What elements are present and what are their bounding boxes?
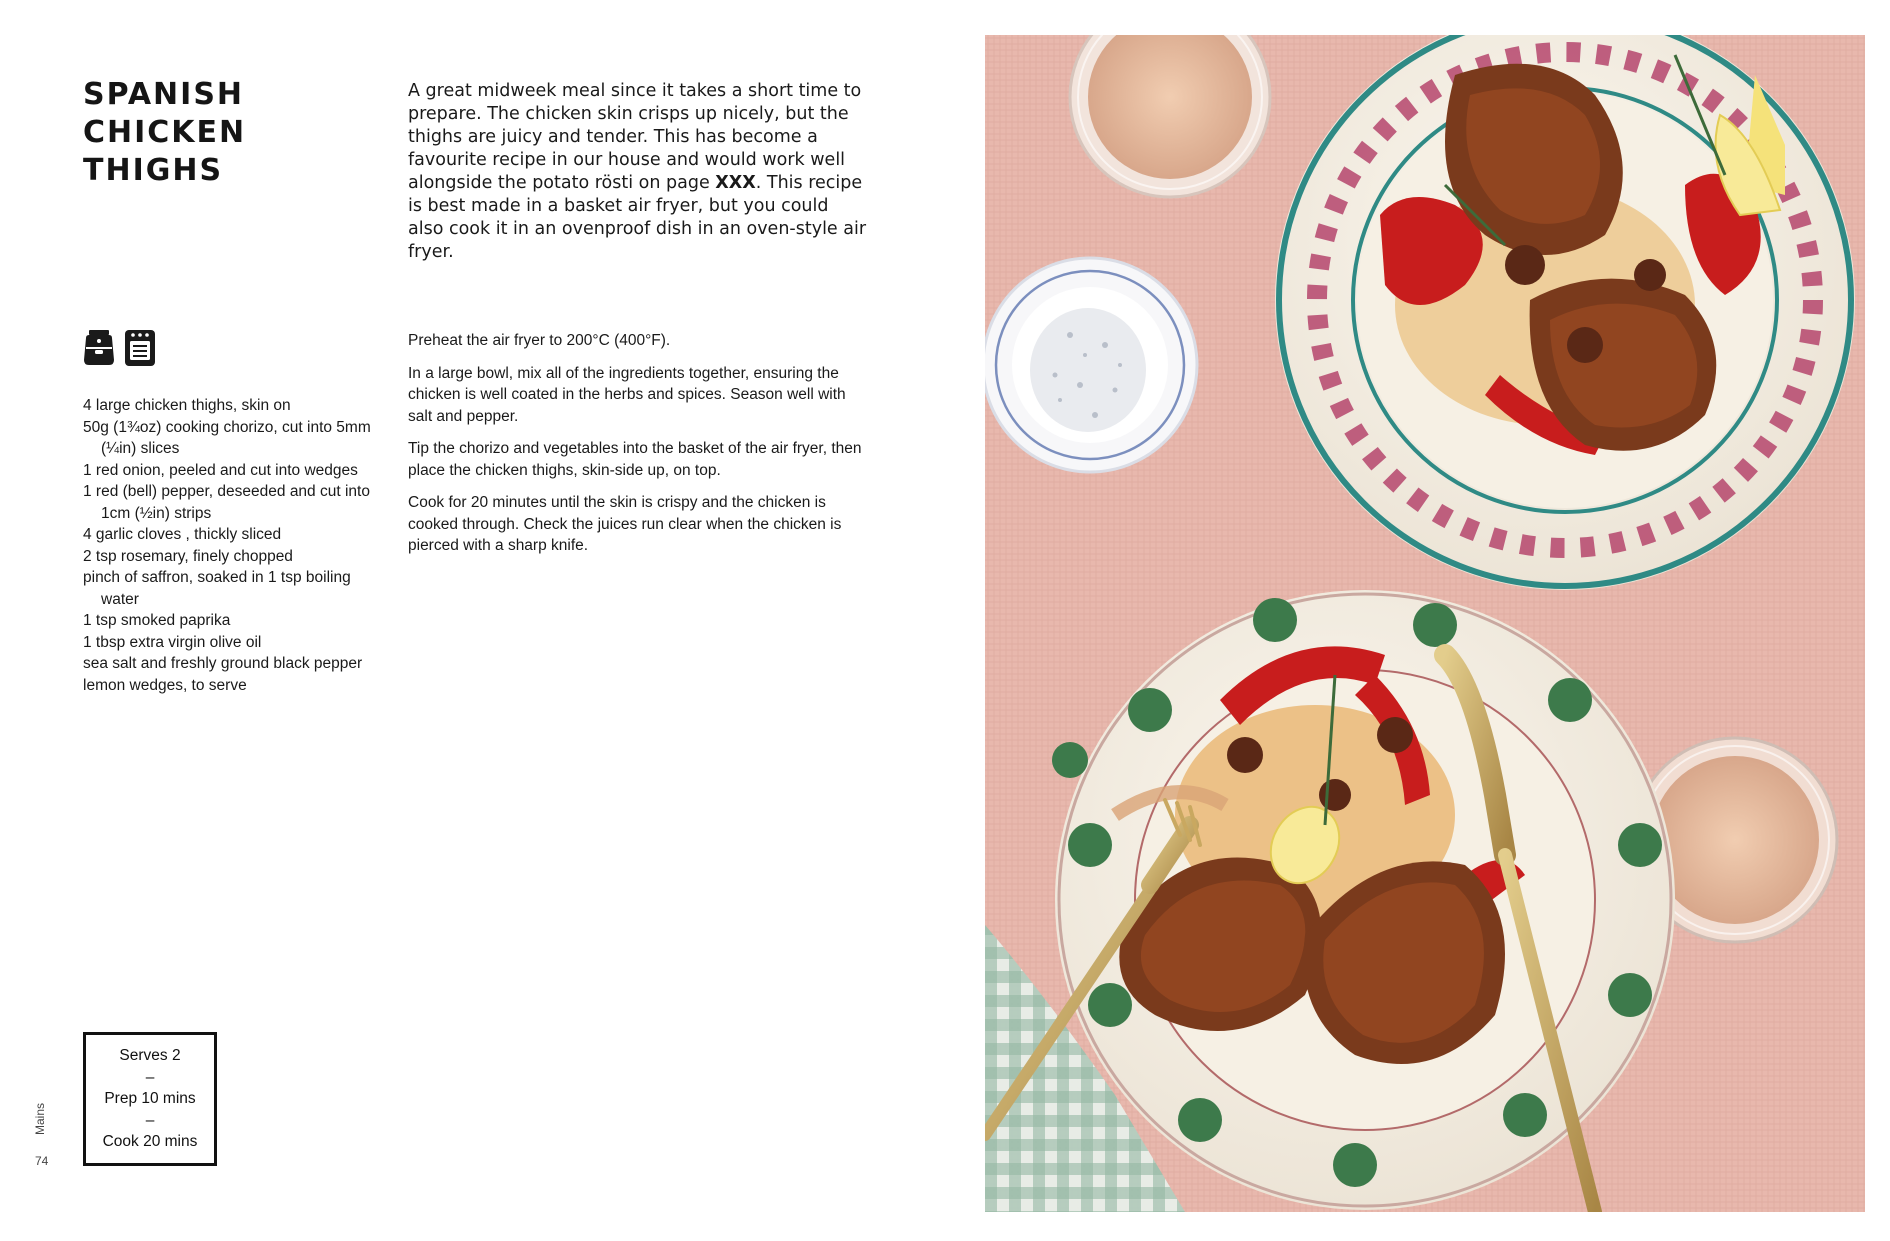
- recipe-title-line-2: CHICKEN THIGHS: [83, 115, 247, 188]
- ingredient-item: lemon wedges, to serve: [83, 676, 247, 694]
- ingredient-item: 4 large chicken thighs, skin on: [83, 397, 291, 414]
- recipe-intro: [408, 80, 868, 264]
- method-step: Preheat the air fryer to 200°C (400°F).: [408, 332, 671, 349]
- intro-text-1: A great midweek meal since it takes a short time to prepare. The chicken skin crisps up nicely, but the thighs are juicy and tender. This has become a favourite recipe in our house and would work well alongside the potato rösti on page: [408, 81, 862, 193]
- appliance-icons: [83, 330, 155, 366]
- info-separator: –: [145, 1111, 155, 1129]
- info-separator: –: [145, 1068, 155, 1086]
- ingredient-item: 1 red (bell) pepper, deseeded and cut into 1cm (½in) strips: [83, 483, 370, 522]
- ingredients-list: [83, 395, 383, 696]
- ingredient-item: 4 garlic cloves , thickly sliced: [83, 526, 282, 543]
- recipe-info-box: [83, 1032, 217, 1166]
- plate-top: [1275, 35, 1855, 590]
- food-photo: [985, 35, 1865, 1212]
- method-step: Tip the chorizo and vegetables into the basket of the air fryer, then place the chicken thighs, skin-side up, on top.: [408, 440, 862, 479]
- intro-text-2: . This recipe is best made in a basket air fryer, but you could also cook it in an ovenproof dish in an oven-style air fryer.: [408, 173, 867, 262]
- prep-time-text: Prep 10 mins: [104, 1090, 196, 1108]
- basket-air-fryer-icon: [83, 330, 115, 366]
- recipe-title: [83, 76, 383, 190]
- ingredient-item: 50g (1¾oz) cooking chorizo, cut into 5mm (¼in) slices: [83, 418, 371, 457]
- cook-time-text: Cook 20 mins: [102, 1133, 198, 1151]
- ingredient-item: 1 tbsp extra virgin olive oil: [83, 633, 262, 651]
- page-reference: XXX: [715, 173, 756, 193]
- page-number: 74: [35, 1154, 49, 1168]
- method-step: Cook for 20 minutes until the skin is crispy and the chicken is cooked through. Check the juices run clear when the chicken is pierced with a sharp knife.: [408, 494, 842, 554]
- method-step: In a large bowl, mix all of the ingredients together, ensuring the chicken is well coated in the herbs and spices. Season well with salt and pepper.: [408, 364, 846, 425]
- ingredient-item: 1 red onion, peeled and cut into wedges: [83, 461, 358, 479]
- recipe-title-line-1: SPANISH: [83, 77, 245, 112]
- oven-air-fryer-icon: [125, 330, 155, 366]
- ingredient-item: 1 tsp smoked paprika: [83, 612, 231, 629]
- section-label: Mains: [33, 1102, 47, 1135]
- method-steps: [408, 330, 868, 568]
- ingredient-item: 2 tsp rosemary, finely chopped: [83, 547, 293, 565]
- salt-bowl: [985, 258, 1197, 472]
- ingredient-item: sea salt and freshly ground black pepper: [83, 655, 363, 672]
- serves-text: Serves 2: [119, 1047, 181, 1065]
- ingredient-item: pinch of saffron, soaked in 1 tsp boiling water: [83, 569, 351, 608]
